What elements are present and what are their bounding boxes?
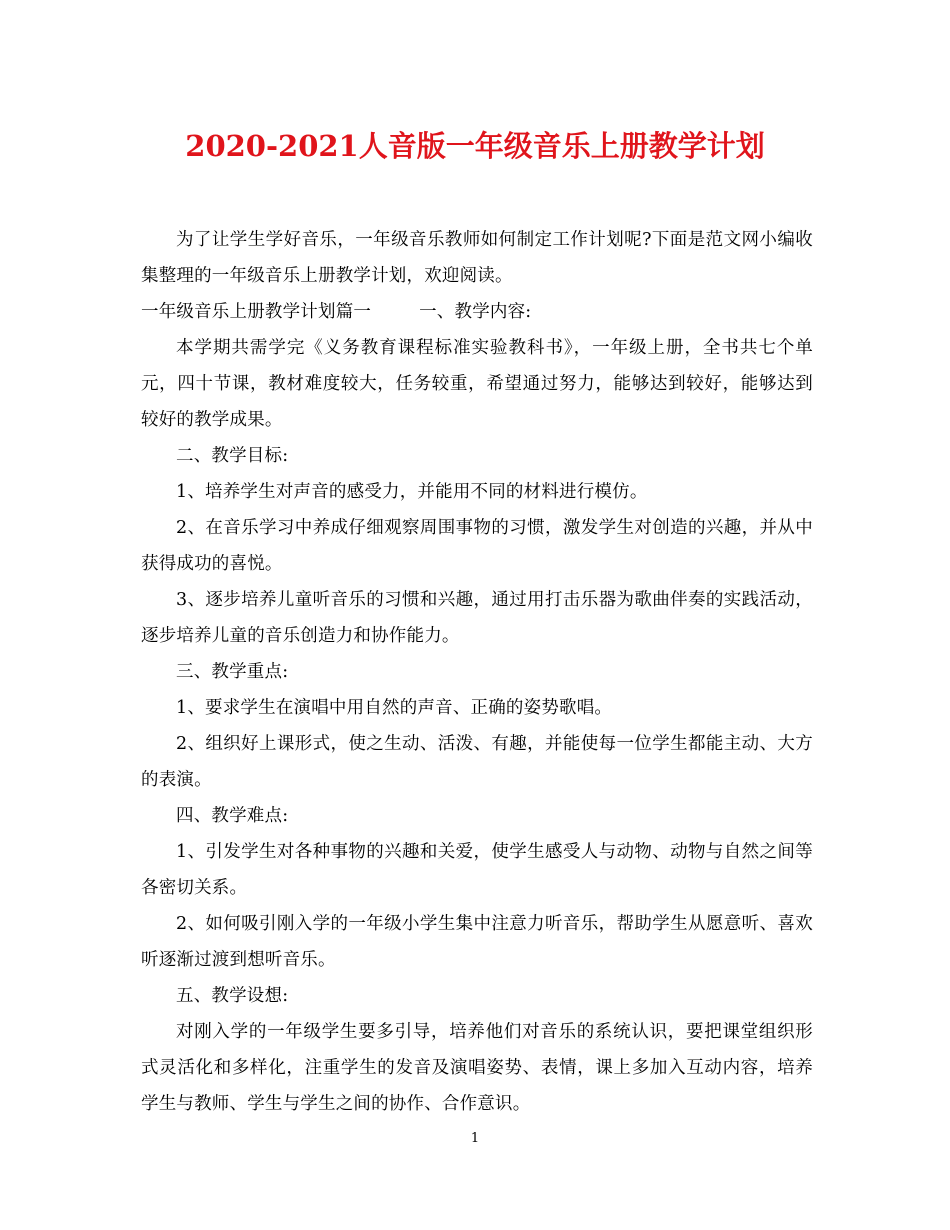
goals-heading: 二、教学目标: [176,446,289,466]
section-heading-a: 一年级音乐上册教学计划篇一 [141,302,372,322]
focus-item-1: 1、要求学生在演唱中用自然的声音、正确的姿势歌唱。 [176,698,613,718]
ideas-paragraph: 对刚入学的一年级学生要多引导，培养他们对音乐的系统认识，要把课堂组织形式灵活化和多样化，注重学生的发音及演唱姿势、表情，课上多加入互动内容，培养学生与教师、学生与学生之间的协作、合作意识。 [141,1022,813,1114]
goal-item-1: 1、培养学生对声音的感受力，并能用不同的材料进行模仿。 [176,482,648,502]
document-title: 2020-2021人音版一年级音乐上册教学计划 [185,129,765,163]
document-body [141,222,813,1122]
ideas-heading: 五、教学设想: [176,986,289,1006]
page-number: 1 [470,1131,480,1146]
content-paragraph: 本学期共需学完《义务教育课程标准实验教科书》，一年级上册，全书共七个单元，四十节课，教材难度较大，任务较重，希望通过努力，能够达到较好，能够达到较好的教学成果。 [141,338,813,430]
focus-item-2: 2、组织好上课形式，使之生动、活泼、有趣，并能使每一位学生都能主动、大方的表演。 [141,734,813,790]
focus-heading: 三、教学重点: [176,662,289,682]
section-heading-line [141,294,813,330]
intro-paragraph: 为了让学生学好音乐，一年级音乐教师如何制定工作计划呢?下面是范文网小编收集整理的一年级音乐上册教学计划，欢迎阅读。 [141,230,813,286]
difficulty-item-1: 1、引发学生对各种事物的兴趣和关爱，使学生感受人与动物、动物与自然之间等各密切关系。 [141,842,813,898]
goal-item-3: 3、逐步培养儿童听音乐的习惯和兴趣，通过用打击乐器为歌曲伴奏的实践活动，逐步培养儿童的音乐创造力和协作能力。 [141,590,813,646]
difficulty-heading: 四、教学难点: [176,806,289,826]
section-heading-b: 一、教学内容: [419,302,532,322]
difficulty-item-2: 2、如何吸引刚入学的一年级小学生集中注意力听音乐，帮助学生从愿意听、喜欢听逐渐过渡到想听音乐。 [141,914,813,970]
goal-item-2: 2、在音乐学习中养成仔细观察周围事物的习惯，激发学生对创造的兴趣，并从中获得成功的喜悦。 [141,518,813,574]
